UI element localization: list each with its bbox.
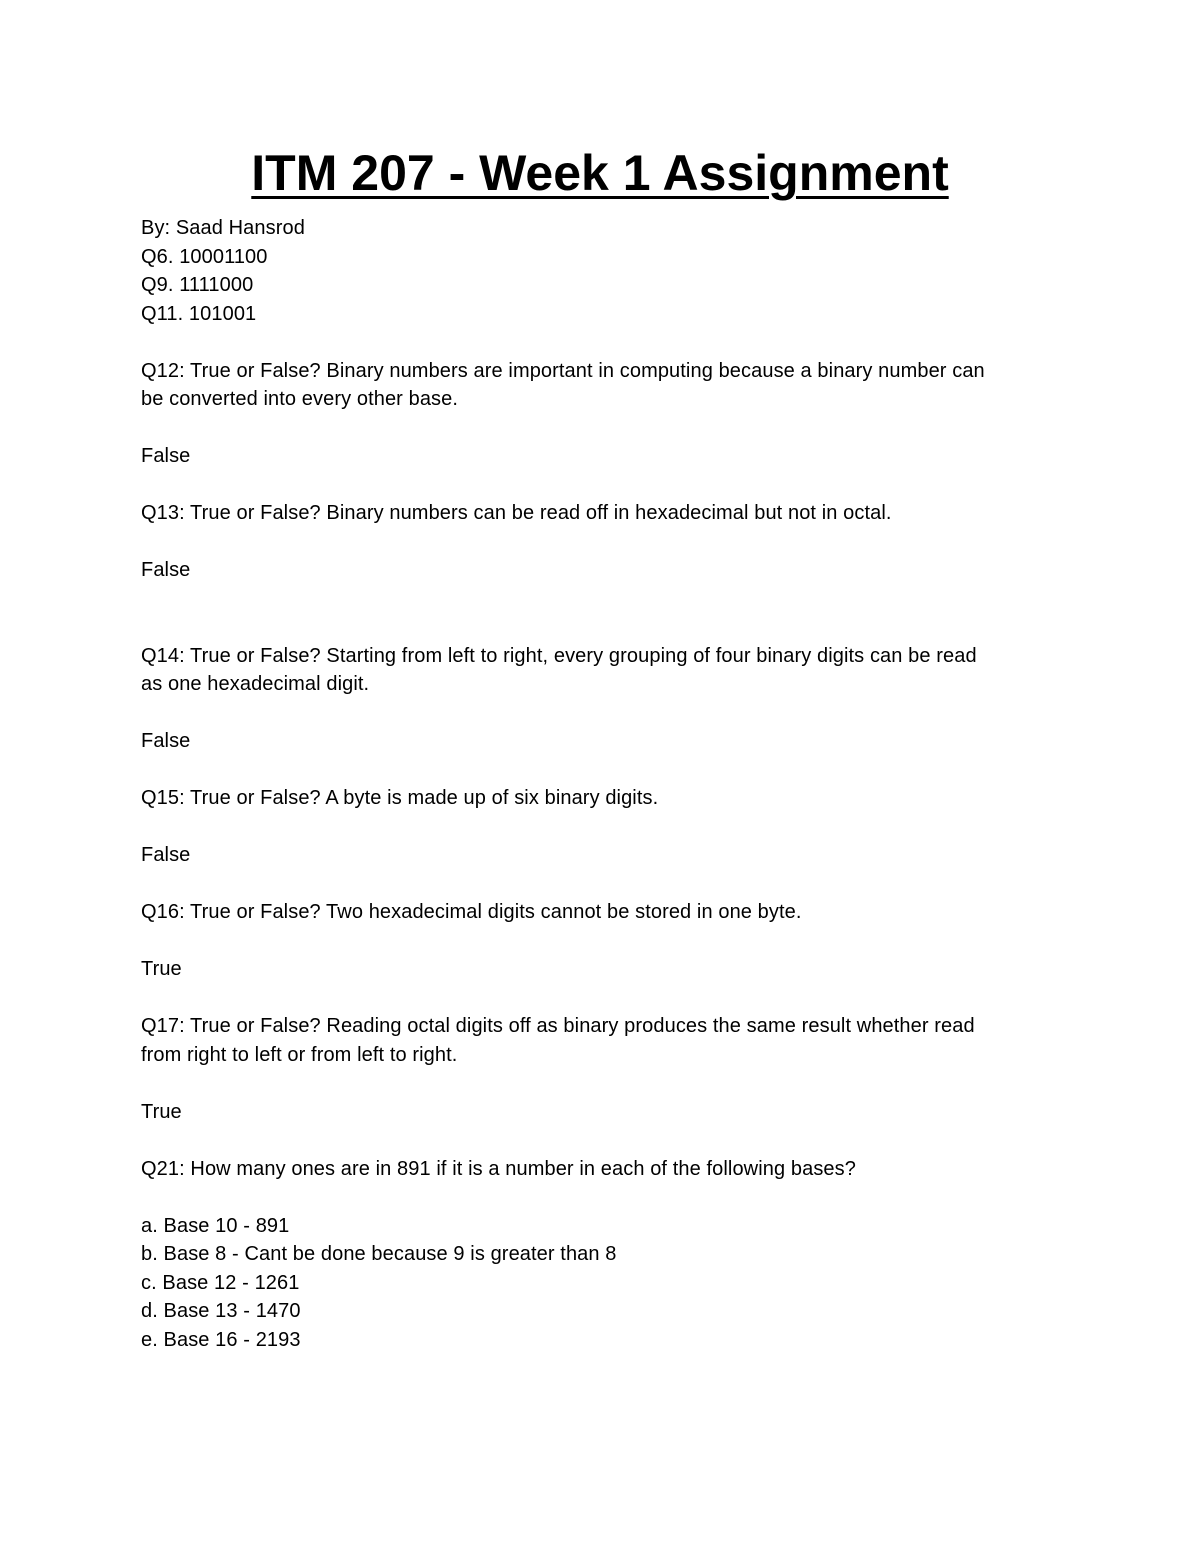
answer-q9: Q9. 1111000	[141, 274, 254, 296]
spacer	[141, 328, 1056, 357]
spacer	[141, 1069, 1056, 1098]
answer-q16: True	[141, 958, 182, 980]
q21-item: c. Base 12 - 1261	[141, 1271, 300, 1294]
question-q17	[141, 1012, 1056, 1069]
answer-q11: Q11. 101001	[141, 302, 257, 325]
document-title: ITM 207 - Week 1 Assignment	[251, 145, 949, 201]
spacer	[141, 699, 1056, 728]
question-q21: Q21: How many ones are in 891 if it is a number in each of the following bases?	[141, 1157, 856, 1180]
q21-item: b. Base 8 - Cant be done because 9 is greater than 8	[141, 1243, 617, 1265]
answer-q6: Q6. 10001100	[141, 245, 268, 268]
question-q14	[141, 642, 1056, 699]
spacer	[141, 585, 1056, 642]
question-line: Q17: True or False? Reading octal digits off as binary produces the same result whether read	[141, 1015, 975, 1037]
question-line: Q13: True or False? Binary numbers can be read off in hexadecimal but not in octal.	[141, 502, 892, 524]
question-line: be converted into every other base.	[141, 388, 459, 410]
question-line: Q15: True or False? A byte is made up of six binary digits.	[141, 787, 659, 809]
spacer	[141, 1183, 1056, 1212]
q21-item: e. Base 16 - 2193	[141, 1328, 301, 1351]
answer-q15: False	[141, 844, 191, 866]
spacer	[141, 870, 1056, 899]
spacer	[141, 984, 1056, 1013]
answer-q17: True	[141, 1100, 182, 1123]
author-line: By: Saad Hansrod	[141, 217, 305, 239]
spacer	[141, 471, 1056, 500]
spacer	[141, 1126, 1056, 1155]
q21-item: a. Base 10 - 891	[141, 1214, 290, 1237]
spacer	[141, 813, 1056, 842]
question-q15	[141, 784, 1056, 813]
question-q16	[141, 898, 1056, 927]
q21-item: d. Base 13 - 1470	[141, 1300, 301, 1322]
spacer	[141, 414, 1056, 443]
question-line: as one hexadecimal digit.	[141, 673, 370, 695]
spacer	[141, 528, 1056, 557]
answer-q13: False	[141, 559, 191, 581]
spacer	[141, 927, 1056, 956]
question-line: Q16: True or False? Two hexadecimal digits cannot be stored in one byte.	[141, 901, 802, 923]
question-q12	[141, 357, 1056, 414]
question-line: from right to left or from left to right.	[141, 1043, 458, 1066]
answer-q14: False	[141, 730, 191, 752]
question-q13	[141, 499, 1056, 528]
document-body	[141, 214, 1056, 1354]
spacer	[141, 756, 1056, 785]
answer-q12: False	[141, 445, 191, 467]
question-line: Q14: True or False? Starting from left to right, every grouping of four binary digits can be read	[141, 644, 977, 667]
question-line: Q12: True or False? Binary numbers are important in computing because a binary number can	[141, 359, 985, 382]
